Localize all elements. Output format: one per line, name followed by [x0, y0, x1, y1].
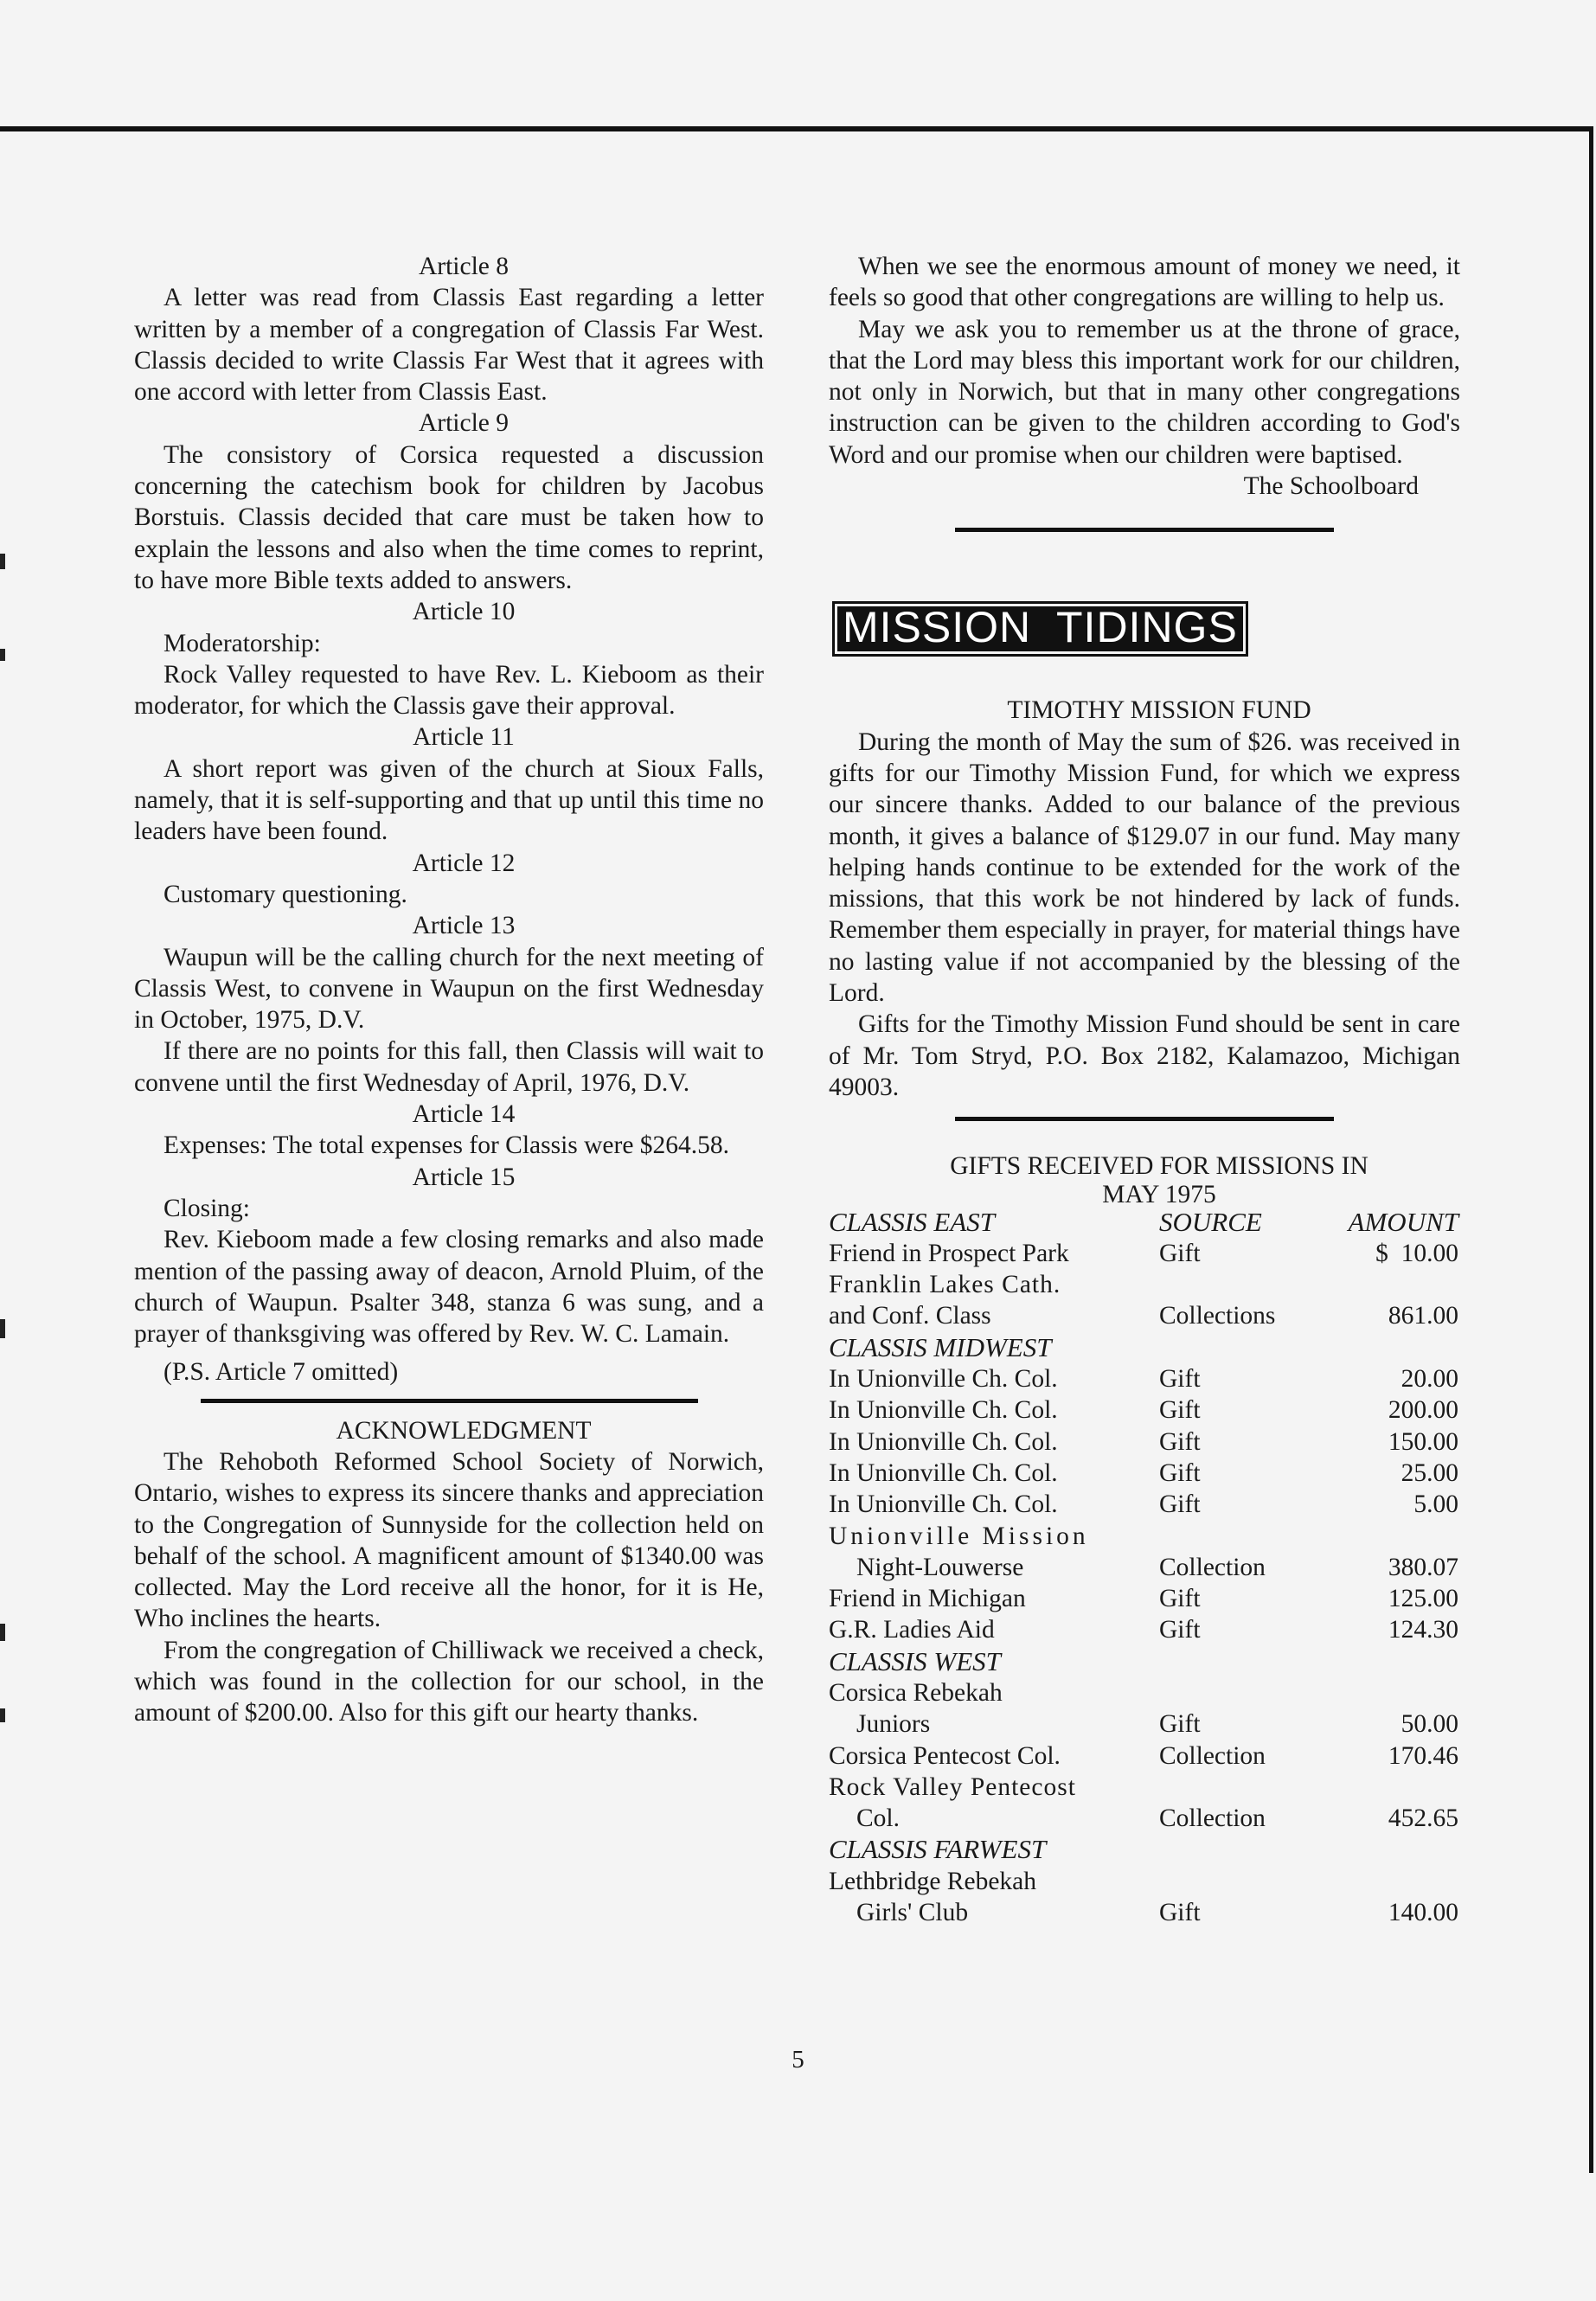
- table-row: [829, 1552, 1460, 1583]
- section-divider: [955, 528, 1334, 532]
- gift-amount: 50.00: [1401, 1710, 1458, 1739]
- article-10-text: Rock Valley requested to have Rev. L. Kieboom as their moderator, for which the Classis gave their approval.: [134, 660, 764, 721]
- table-row: [829, 1489, 1460, 1520]
- gift-name: Girls' Club: [856, 1899, 969, 1927]
- article-13-heading: Article 13: [412, 912, 516, 940]
- gift-amount: 452.65: [1388, 1804, 1458, 1833]
- table-row: [829, 1740, 1460, 1772]
- gift-name: In Unionville Ch. Col.: [829, 1396, 1058, 1425]
- gift-name: Night-Louwerse: [856, 1553, 1024, 1581]
- gift-amount: 200.00: [1388, 1396, 1458, 1425]
- gift-amount: [1329, 1269, 1460, 1300]
- gift-name: Juniors: [856, 1710, 931, 1739]
- article-13-text-2: If there are no points for this fall, then Classis will wait to convene until the first Wednesday of April, 1976, D.V.: [134, 1037, 764, 1097]
- category-row: [829, 1332, 1460, 1363]
- gift-source: Gift: [1159, 1585, 1201, 1613]
- table-row: [829, 1458, 1460, 1489]
- left-column: [134, 251, 764, 1729]
- category-label: CLASSIS FARWEST: [829, 1834, 1047, 1865]
- table-row: [829, 1614, 1460, 1645]
- section-divider: [201, 1399, 698, 1403]
- gift-source: Collection: [1159, 1553, 1266, 1581]
- gifts-heading: GIFTS RECEIVED FOR MISSIONS IN: [950, 1152, 1368, 1181]
- article-8-text: A letter was read from Classis East regarding a letter written by a member of a congregation of Classis Far West. Classis decided to write Classis Far West that it agrees with one accord with letter from Classis East.: [134, 284, 764, 407]
- article-10-label: Moderatorship:: [163, 629, 321, 657]
- gift-name: In Unionville Ch. Col.: [829, 1458, 1058, 1487]
- article-12-text: Customary questioning.: [163, 880, 407, 908]
- article-8-heading: Article 8: [418, 253, 510, 280]
- gift-source: Gift: [1159, 1616, 1201, 1644]
- gift-amount: 140.00: [1388, 1899, 1458, 1927]
- mission-tidings-banner: MISSION TIDINGS: [832, 601, 1248, 657]
- gift-amount: 861.00: [1388, 1302, 1458, 1330]
- table-row: [829, 1521, 1460, 1552]
- gift-name: Friend in Michigan: [829, 1585, 1026, 1613]
- gift-name: and Conf. Class: [829, 1302, 991, 1330]
- gift-amount: 124.30: [1388, 1616, 1458, 1644]
- schoolboard-signature: The Schoolboard: [1243, 472, 1419, 501]
- gift-source: Collections: [1159, 1302, 1276, 1330]
- table-row: [829, 1803, 1460, 1834]
- gift-source: Gift: [1159, 1396, 1201, 1425]
- acknowledgment-text-2: From the congregation of Chilliwack we received a check, which was found in the collection for our school, in the amount of $200.00. Also for this gift our hearty thanks.: [134, 1636, 764, 1727]
- article-10-heading: Article 10: [412, 598, 516, 626]
- gift-amount: 20.00: [1401, 1365, 1458, 1394]
- gift-amount: 380.07: [1388, 1553, 1458, 1581]
- gift-source: Gift: [1159, 1427, 1201, 1456]
- category-row: [829, 1834, 1460, 1865]
- gift-name: G.R. Ladies Aid: [829, 1616, 995, 1644]
- article-14-heading: Article 14: [412, 1100, 516, 1129]
- acknowledgment-heading: ACKNOWLEDGMENT: [336, 1416, 592, 1445]
- table-row: [829, 1363, 1460, 1394]
- postscript: (P.S. Article 7 omitted): [163, 1358, 399, 1387]
- gift-name: Col.: [856, 1804, 900, 1833]
- table-row: [829, 1426, 1460, 1458]
- schoolboard-text: When we see the enormous amount of money we need, it feels so good that other congregations are willing to help us.: [829, 253, 1460, 312]
- article-12-heading: Article 12: [412, 849, 516, 877]
- gift-source: Gift: [1159, 1239, 1201, 1267]
- gift-source: Gift: [1159, 1490, 1201, 1519]
- gifts-header-row: [829, 1207, 1460, 1238]
- article-15-text: Rev. Kieboom made a few closing remarks and also made mention of the passing away of deacon, Arnold Pluim, of the church of Waupun. Psalter 348, stanza 6 was sung, and a prayer of thanksgiving was offered by Rev. W. C. Lamain.: [134, 1226, 764, 1349]
- category-label: CLASSIS WEST: [829, 1645, 1001, 1676]
- article-11-text: A short report was given of the church at Sioux Falls, namely, that it is self-supporting and that up until this time no leaders have been found.: [134, 754, 764, 846]
- gifts-table: [829, 1207, 1460, 1929]
- timothy-fund-text-2: Gifts for the Timothy Mission Fund should be sent in care of Mr. Tom Stryd, P.O. Box 2182, Kalamazoo, Michigan 49003.: [829, 1010, 1460, 1101]
- article-15-label: Closing:: [163, 1194, 250, 1222]
- gift-source: Collection: [1159, 1741, 1266, 1770]
- gift-name: Corsica Pentecost Col.: [829, 1741, 1061, 1770]
- gift-amount: $ 10.00: [1375, 1239, 1458, 1267]
- gift-source: [1151, 1269, 1329, 1300]
- table-row: [829, 1269, 1460, 1300]
- gift-name: Corsica Rebekah: [829, 1678, 1003, 1707]
- article-14-text: Expenses: The total expenses for Classis were $264.58.: [163, 1131, 730, 1160]
- acknowledgment-text: The Rehoboth Reformed School Society of Norwich, Ontario, wishes to express its sincere thanks and appreciation to the Congregation of Sunnyside for the collection held on behalf of the school. A magnificent amount of $1340.00 was collected. May the Lord receive all the honor, for it is He, Who inclines the hearts.: [134, 1447, 764, 1633]
- gift-amount: 25.00: [1401, 1458, 1458, 1487]
- gift-amount: 5.00: [1413, 1490, 1458, 1519]
- right-column: [829, 251, 1460, 1928]
- table-row: [829, 1708, 1460, 1740]
- table-row: [829, 1394, 1460, 1426]
- gifts-subheading: MAY 1975: [1102, 1180, 1216, 1208]
- gift-amount: 150.00: [1388, 1427, 1458, 1456]
- gift-name: In Unionville Ch. Col.: [829, 1365, 1058, 1394]
- gift-source: Gift: [1159, 1899, 1201, 1927]
- gift-name: Lethbridge Rebekah: [829, 1867, 1037, 1895]
- gift-amount: 170.46: [1388, 1741, 1458, 1770]
- gift-name: Unionville Mission: [829, 1522, 1089, 1550]
- gift-name: In Unionville Ch. Col.: [829, 1427, 1058, 1456]
- table-row: [829, 1583, 1460, 1614]
- gift-source: Gift: [1159, 1710, 1201, 1739]
- gift-amount: 125.00: [1388, 1585, 1458, 1613]
- gift-source: Collection: [1159, 1804, 1266, 1833]
- article-11-heading: Article 11: [413, 723, 515, 752]
- timothy-fund-heading: TIMOTHY MISSION FUND: [1007, 696, 1311, 725]
- gift-name: Franklin Lakes Cath.: [829, 1271, 1061, 1299]
- gift-name: Rock Valley Pentecost: [829, 1772, 1076, 1801]
- gift-name: In Unionville Ch. Col.: [829, 1490, 1058, 1519]
- category-label: CLASSIS MIDWEST: [829, 1331, 1052, 1362]
- gift-name: Friend in Prospect Park: [829, 1239, 1069, 1267]
- gift-source: Gift: [1159, 1458, 1201, 1487]
- column-header-source: SOURCE: [1159, 1206, 1262, 1237]
- article-15-heading: Article 15: [412, 1163, 516, 1191]
- page-number: 5: [792, 2046, 804, 2073]
- table-row: [829, 1772, 1460, 1803]
- column-header-amount: AMOUNT: [1348, 1206, 1458, 1237]
- timothy-fund-text: During the month of May the sum of $26. was received in gifts for our Timothy Mission Fund, for which we express our sincere thanks. Added to our balance of the previous month, it gives a balance of $129.07 in our fund. May many helping hands continue to be extended for the work of the missions, that this work be not hindered by lack of funds. Remember them especially in prayer, for material things have no lasting value if not accompanied by the blessing of the Lord.: [829, 727, 1460, 1008]
- category-label: CLASSIS EAST: [829, 1206, 996, 1237]
- section-divider: [955, 1117, 1334, 1121]
- table-row: [829, 1866, 1460, 1897]
- category-row: [829, 1646, 1460, 1677]
- article-13-text: Waupun will be the calling church for the next meeting of Classis West, to convene in Waupun on the first Wednesday in October, 1975, D.V.: [134, 943, 764, 1035]
- article-9-heading: Article 9: [418, 409, 510, 438]
- table-row: [829, 1677, 1460, 1708]
- table-row: [829, 1897, 1460, 1928]
- schoolboard-text-2: May we ask you to remember us at the throne of grace, that the Lord may bless this important work for our children, not only in Norwich, but that in many other congregations instruction can be given to the children according to God's Word and our promise when our children were baptised.: [829, 315, 1460, 469]
- gift-source: Gift: [1159, 1365, 1201, 1394]
- article-9-text: The consistory of Corsica requested a discussion concerning the catechism book for children by Jacobus Borstuis. Classis decided that care must be taken how to explain the lessons and also when the time comes to reprint, to have more Bible texts added to answers.: [134, 440, 764, 594]
- table-row: [829, 1238, 1460, 1269]
- table-row: [829, 1300, 1460, 1331]
